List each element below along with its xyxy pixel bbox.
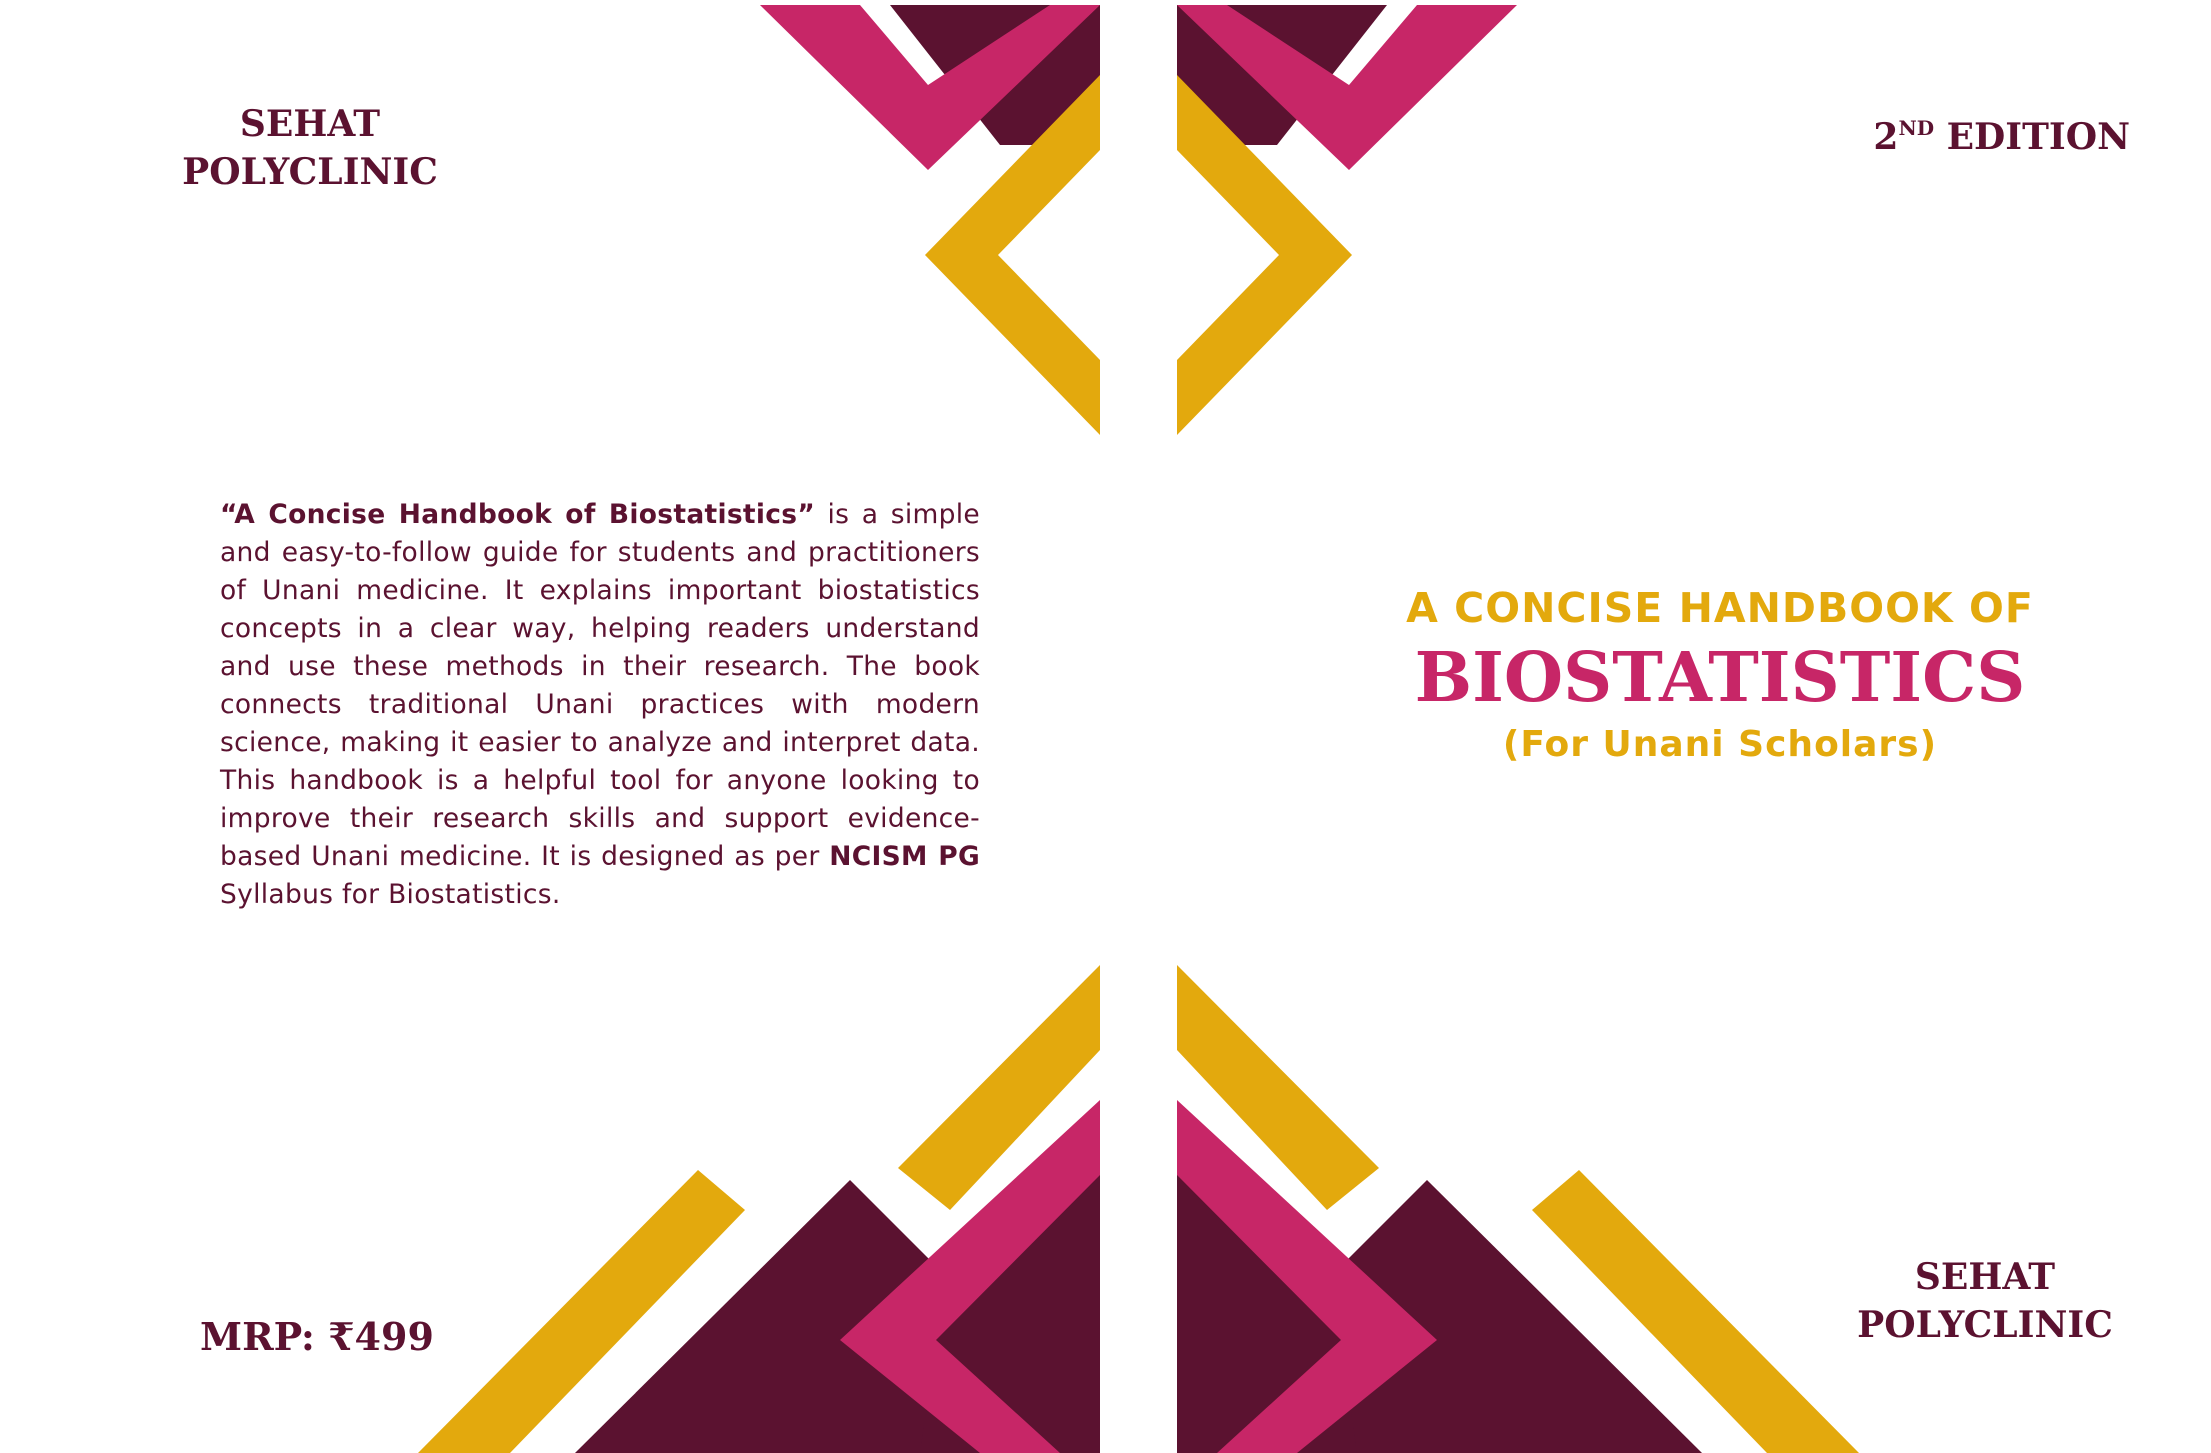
back-publisher-name [180,100,440,196]
subtitle: (For Unani Scholars) [1502,724,1938,765]
edition-suffix: ND [1898,116,1935,140]
price-label: MRP: ₹499 [200,1314,434,1359]
back-publisher-line1: SEHAT [239,103,381,145]
blurb-text-part1: is a simple and easy-to-follow guide for students and practitioners of Unani medicine. It explains important biostatistics concepts in a clear way, helping readers understand and use these methods in their research. The book connects traditional Unani practices with modern science, making it easier to analyze and interpret data. This handbook is a helpful tool for anyone looking to improve their research skills and support evidence-based Unani medicine. It is designed as per [220,499,980,872]
back-cover-blurb [220,496,980,914]
blurb-syllabus-bold: NCISM PG [829,841,980,872]
front-publisher-line2: POLYCLINIC [1857,1304,2113,1346]
edition-word: EDITION [1934,116,2130,158]
blurb-quoted-title: “A Concise Handbook of Biostatistics” [220,499,816,530]
edition-label [1830,104,2130,161]
front-publisher-name [1855,1253,2115,1349]
title-line1: A CONCISE HANDBOOK OF [1406,584,2034,632]
edition-number: 2 [1873,116,1899,158]
front-publisher-line1: SEHAT [1914,1256,2056,1298]
back-publisher-line2: POLYCLINIC [182,151,438,193]
title-main: BIOSTATISTICS [1414,638,2026,718]
blurb-text-part2: Syllabus for Biostatistics. [220,879,561,910]
book-title-block [1310,580,2130,770]
